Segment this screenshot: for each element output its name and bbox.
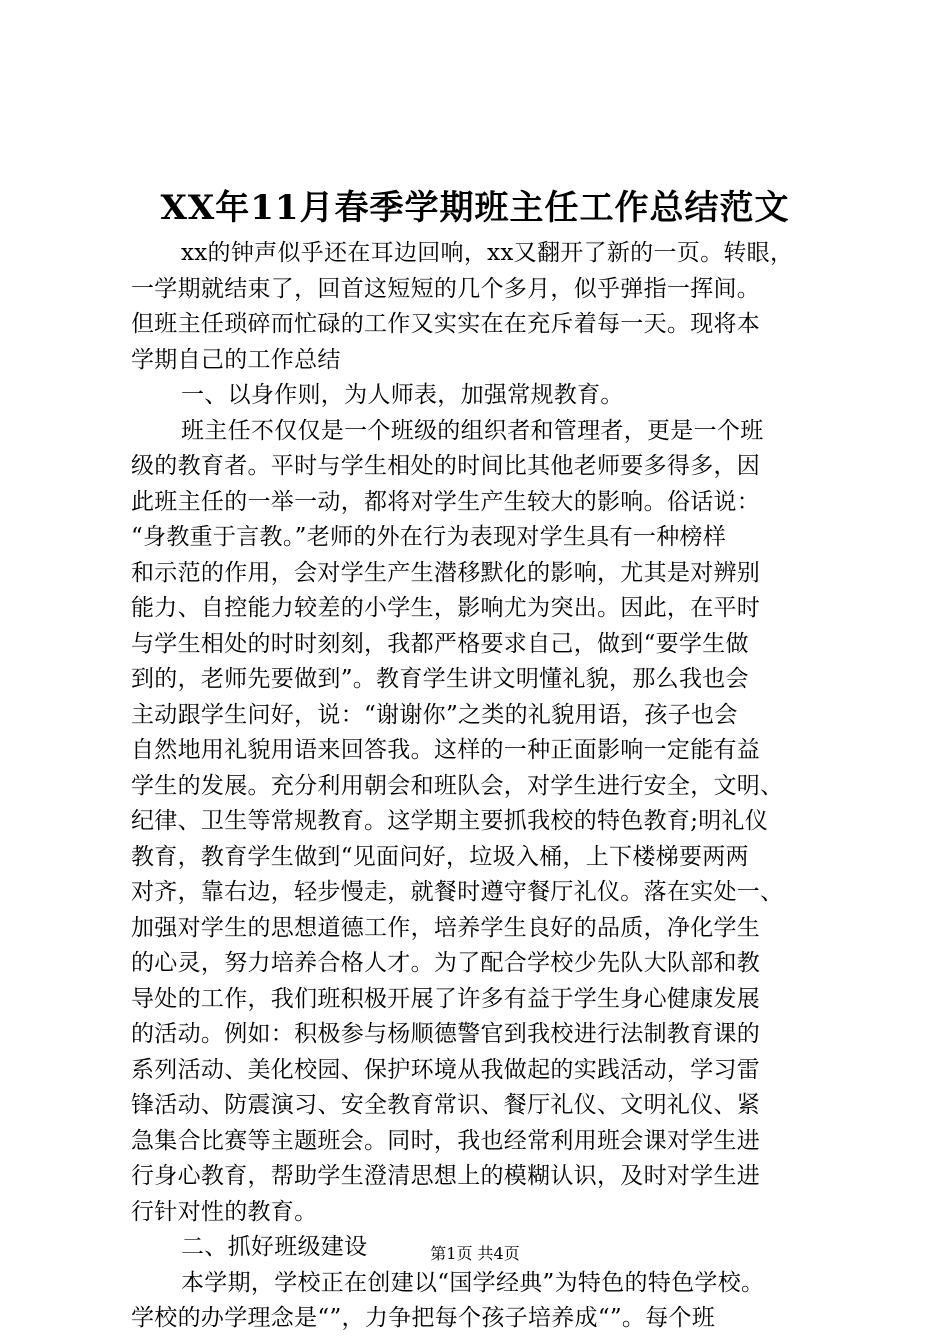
text-line: 学期自己的工作总结 xyxy=(131,346,341,373)
text-line: 一学期就结束了，回首这短短的几个多月，似乎弹指一挥间。 xyxy=(131,275,761,302)
text-line: 的活动。例如：积极参与杨顺德警官到我校进行法制教育课的 xyxy=(131,1021,761,1047)
text-line: 锋活动、防震演习、安全教育常识、餐厅礼仪、文明礼仪、紧 xyxy=(131,1092,761,1118)
text-line: 能力、自控能力较差的小学生，影响尤为突出。因此，在平时 xyxy=(131,595,761,621)
text-line: 纪律、卫生等常规教育。这学期主要抓我校的特色教育;明礼仪 xyxy=(131,808,769,834)
text-line: 级的教育者。平时与学生相处的时间比其他老师要多得多，因 xyxy=(131,453,761,479)
text-line: 但班主任琐碎而忙碌的工作又实实在在充斥着每一天。现将本 xyxy=(131,311,761,337)
document-title: XX年11月春季学期班主任工作总结范文 xyxy=(160,188,790,228)
text-line: 急集合比赛等主题班会。同时，我也经常利用班会课对学生进 xyxy=(131,1127,761,1154)
text-line: 自然地用礼貌用语来回答我。这样的一种正面影响一定能有益 xyxy=(131,737,761,763)
text-line: 学生的发展。充分利用朝会和班队会，对学生进行安全，文明、 xyxy=(131,772,784,799)
text-line: 行针对性的教育。 xyxy=(131,1198,318,1225)
page-number-footer: 第1页 共4页 xyxy=(430,1244,520,1263)
text-line: 导处的工作，我们班积极开展了许多有益于学生身心健康发展 xyxy=(131,985,761,1012)
section-heading: 一、以身作则，为人师表，加强常规教育。 xyxy=(181,382,624,408)
document-body xyxy=(131,236,831,1337)
text-line: 行身心教育，帮助学生澄清思想上的模糊认识，及时对学生进 xyxy=(131,1163,761,1189)
text-line: 班主任不仅仅是一个班级的组织者和管理者，更是一个班 xyxy=(181,417,764,444)
text-line: 对齐，靠右边，轻步慢走，就餐时遵守餐厅礼仪。落在实处一、 xyxy=(131,879,784,905)
text-line: 学校的办学理念是“”，力争把每个孩子培养成“”。每个班 xyxy=(131,1305,716,1331)
section-heading: 二、抓好班级建设 xyxy=(181,1234,368,1260)
text-line: 和示范的作用，会对学生产生潜移默化的影响，尤其是对辨别 xyxy=(131,559,761,586)
text-line: 本学期，学校正在创建以“国学经典”为特色的特色学校。 xyxy=(181,1269,765,1296)
text-line: 主动跟学生问好，说：“谢谢你”之类的礼貌用语，孩子也会 xyxy=(131,701,738,728)
text-line: 的心灵，努力培养合格人才。为了配合学校少先队大队部和教 xyxy=(131,950,761,976)
text-line: 到的，老师先要做到”。教育学生讲文明懂礼貌，那么我也会 xyxy=(131,666,749,692)
text-line: xx的钟声似乎还在耳边回响，xx又翻开了新的一页。转眼， xyxy=(181,240,794,266)
text-line: 教育，教育学生做到“见面问好，垃圾入桶，上下楼梯要两两 xyxy=(131,843,749,870)
text-line: 加强对学生的思想道德工作，培养学生良好的品质，净化学生 xyxy=(131,914,761,941)
text-line: 此班主任的一举一动，都将对学生产生较大的影响。俗话说： xyxy=(131,488,761,515)
text-line: 系列活动、美化校园、保护环境从我做起的实践活动，学习雷 xyxy=(131,1056,761,1083)
text-line: 与学生相处的时时刻刻，我都严格要求自己，做到“要学生做 xyxy=(131,630,749,657)
text-line: “身教重于言教。”老师的外在行为表现对学生具有一种榜样 xyxy=(131,524,727,550)
